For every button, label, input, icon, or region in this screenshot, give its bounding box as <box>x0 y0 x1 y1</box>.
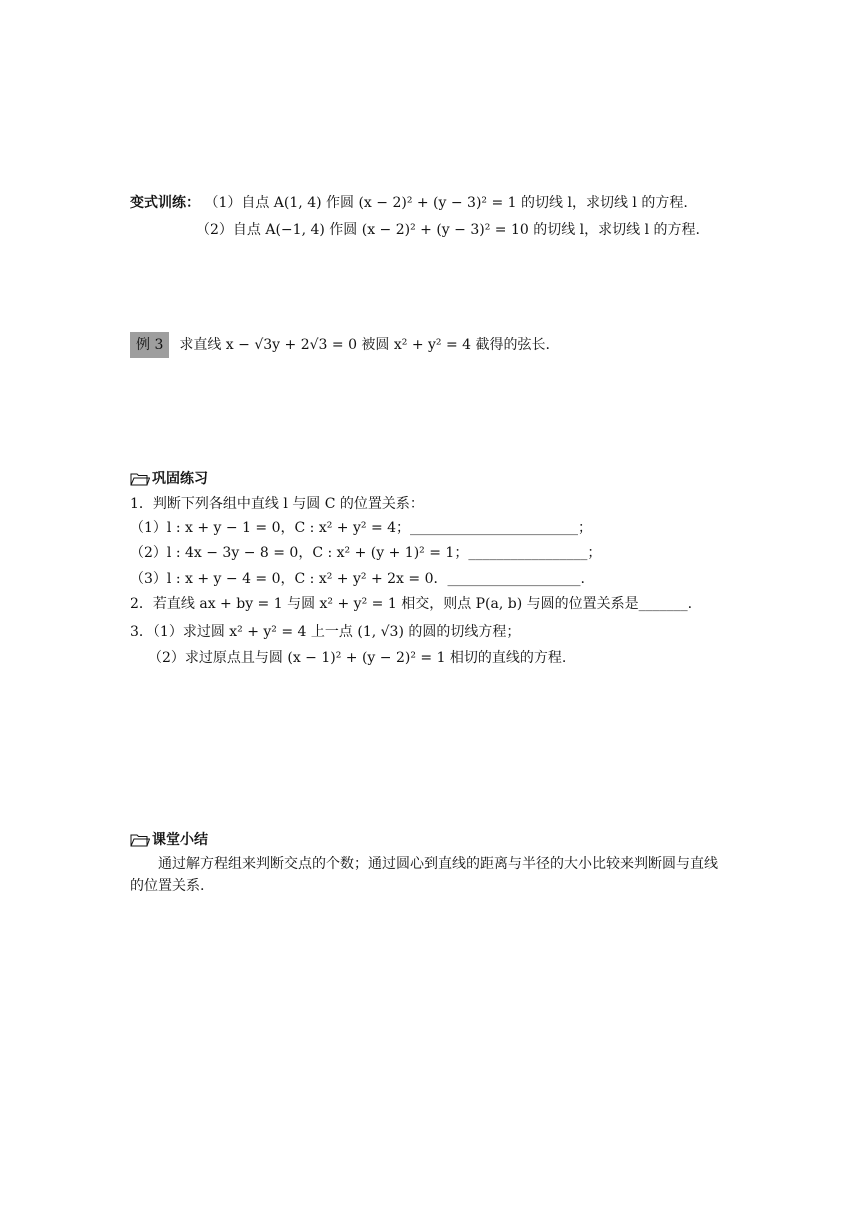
example-3-label: 例 3 <box>130 332 169 358</box>
summary-text: 通过解方程组来判断交点的个数；通过圆心到直线的距离与半径的大小比较来判断圆与直线的位置关系. <box>130 856 718 894</box>
example-3 <box>130 332 550 358</box>
folder-icon <box>130 833 150 847</box>
practice-q1-2: （2）l : 4x − 3y − 8 = 0，C : x² + (y + 1)² = 1；_________________； <box>130 545 602 561</box>
practice-q3-1: 3．（1）求过圆 x² + y² = 4 上一点 (1, √3) 的圆的切线方程； <box>130 624 521 640</box>
variant-training-line-1 <box>130 193 688 213</box>
summary-title: 课堂小结 <box>152 832 208 848</box>
practice-q2: 2．若直线 ax + by = 1 与圆 x² + y² = 1 相交，则点 P(a, b) 与圆的位置关系是_______. <box>130 596 693 612</box>
variant-training-item-2: （2）自点 A(−1, 4) 作圆 (x − 2)² + (y − 3)² = 10 的切线 l，求切线 l 的方程. <box>196 222 700 238</box>
example-3-text: 求直线 x − √3y + 2√3 = 0 被圆 x² + y² = 4 截得的弦长. <box>179 337 550 353</box>
practice-q3-2: （2）求过原点且与圆 (x − 1)² + (y − 2)² = 1 相切的直线的方程. <box>148 650 567 666</box>
folder-icon <box>130 472 150 486</box>
practice-title: 巩固练习 <box>152 471 208 487</box>
variant-training-label: 变式训练： <box>130 195 200 211</box>
variant-training-item-1: （1）自点 A(1, 4) 作圆 (x − 2)² + (y − 3)² = 1 的切线 l，求切线 l 的方程. <box>204 195 688 211</box>
practice-q1-3: （3）l : x + y − 4 = 0，C : x² + y² + 2x = 0．___________________. <box>130 571 585 587</box>
practice-q1-1: （1）l : x + y − 1 = 0，C : x² + y² = 4；________________________； <box>130 520 593 536</box>
summary-heading <box>130 830 208 853</box>
practice-q1: 1．判断下列各组中直线 l 与圆 C 的位置关系： <box>130 496 424 512</box>
practice-heading <box>130 469 208 492</box>
